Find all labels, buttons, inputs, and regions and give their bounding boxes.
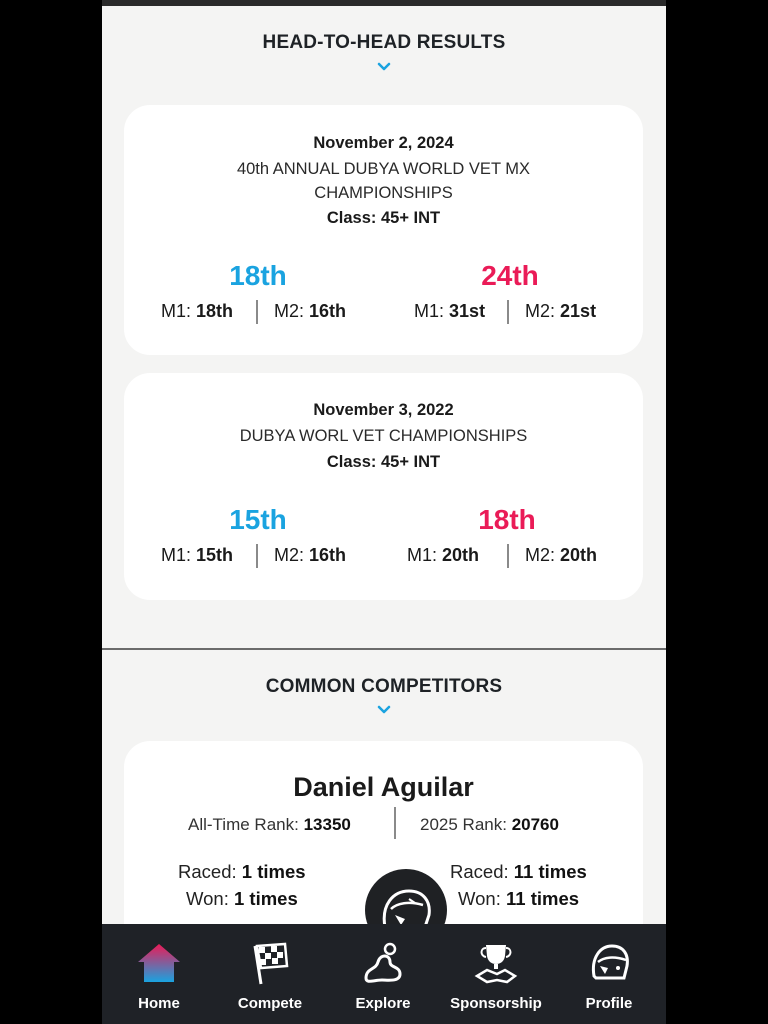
event-name-line: 40th ANNUAL DUBYA WORLD VET MX xyxy=(236,160,531,178)
moto-divider xyxy=(507,544,509,568)
track-map-icon xyxy=(360,940,406,986)
class-value: 45+ INT xyxy=(380,209,441,227)
right-won: Won: 11 times xyxy=(458,888,580,909)
nav-explore[interactable] xyxy=(348,924,418,1024)
nav-label: Home xyxy=(138,995,180,1012)
race-class xyxy=(124,209,643,228)
bottom-nav xyxy=(102,924,666,1024)
race-date: November 3, 2022 xyxy=(313,401,454,419)
checkered-flag-icon xyxy=(247,940,293,986)
app-screen xyxy=(102,0,666,1024)
event-name xyxy=(184,424,583,448)
year-rank: 2025 Rank: 20760 xyxy=(420,815,559,834)
home-icon xyxy=(136,940,182,986)
section-divider xyxy=(102,648,666,650)
right-raced: Raced: 11 times xyxy=(450,861,587,882)
nav-label: Sponsorship xyxy=(450,995,542,1012)
result-card[interactable] xyxy=(124,373,643,600)
rider-b-moto2: M2: 21st xyxy=(525,301,597,321)
rider-b-overall: 24th xyxy=(481,260,539,291)
rank-divider xyxy=(394,807,396,839)
rider-a-moto2: M2: 16th xyxy=(274,301,347,321)
chevron-down-icon[interactable] xyxy=(377,62,391,72)
nav-home[interactable] xyxy=(124,924,194,1024)
race-date: November 2, 2024 xyxy=(313,134,454,152)
moto-divider xyxy=(256,300,258,324)
rider-a-overall: 18th xyxy=(229,260,287,291)
trophy-handshake-icon xyxy=(473,940,519,986)
left-raced: Raced: 1 times xyxy=(178,861,306,882)
moto-divider xyxy=(256,544,258,568)
moto-divider xyxy=(507,300,509,324)
rider-a-overall: 15th xyxy=(229,504,287,535)
event-name-line: DUBYA WORL VET CHAMPIONSHIPS xyxy=(239,427,528,445)
rider-a-moto1: M1: 18th xyxy=(161,301,234,321)
race-class xyxy=(124,453,643,472)
nav-label: Explore xyxy=(355,995,411,1012)
left-won: Won: 1 times xyxy=(186,888,298,909)
head-to-head-title: HEAD-TO-HEAD RESULTS xyxy=(262,32,506,53)
result-card[interactable] xyxy=(124,105,643,355)
all-time-rank: All-Time Rank: 13350 xyxy=(188,815,351,834)
rider-b-moto1: M1: 31st xyxy=(414,301,486,321)
nav-sponsorship[interactable] xyxy=(446,924,546,1024)
nav-label: Profile xyxy=(585,995,633,1012)
nav-label: Compete xyxy=(237,995,303,1012)
rider-a-moto1: M1: 15th xyxy=(161,545,234,565)
helmet-icon xyxy=(586,940,632,986)
competitor-name[interactable]: Daniel Aguilar xyxy=(293,772,474,802)
rider-a-moto2: M2: 16th xyxy=(274,545,347,565)
nav-compete[interactable] xyxy=(230,924,310,1024)
rider-b-moto1: M1: 20th xyxy=(407,545,480,565)
event-name xyxy=(184,157,583,205)
common-competitors-title: COMMON COMPETITORS xyxy=(265,676,503,697)
class-label: Class: xyxy=(326,453,377,471)
chevron-down-icon[interactable] xyxy=(377,705,391,715)
class-value: 45+ INT xyxy=(380,453,441,471)
nav-profile[interactable] xyxy=(574,924,644,1024)
class-label: Class: xyxy=(326,209,377,227)
rider-b-moto2: M2: 20th xyxy=(525,545,598,565)
event-name-line: CHAMPIONSHIPS xyxy=(314,184,453,202)
rider-b-overall: 18th xyxy=(478,504,536,535)
top-edge xyxy=(102,0,666,6)
